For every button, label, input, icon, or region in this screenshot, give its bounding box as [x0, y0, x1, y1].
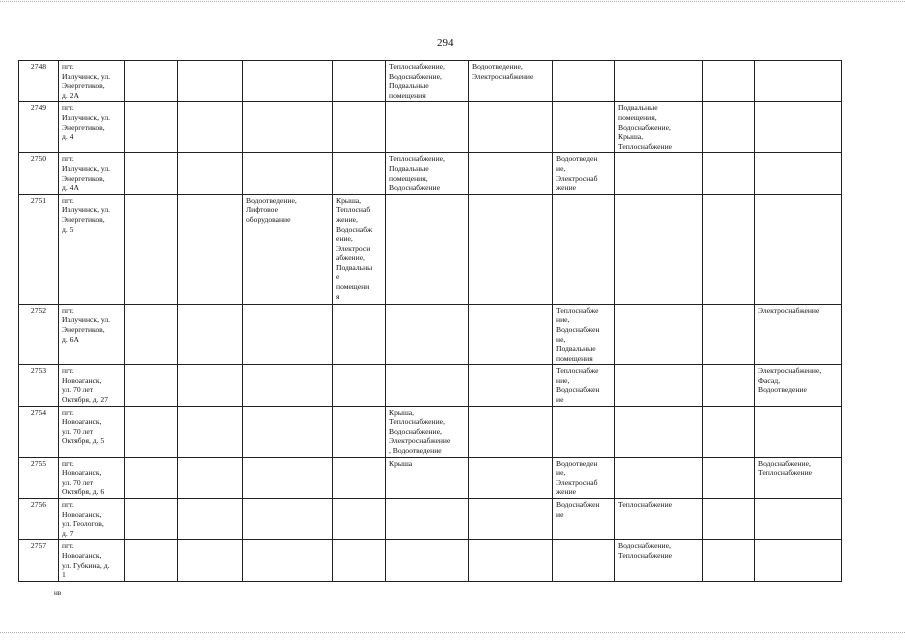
work-type-cell-7	[553, 540, 615, 581]
work-type-text: Крыша, Теплоснаб жение, Водоснабж ение, Электроси абжение, Подвальны е помещени я	[336, 195, 373, 301]
row-number: 2750	[30, 154, 47, 164]
address-text: пгт. Новоаганск, ул. Губкина, д. 1	[62, 541, 110, 580]
work-type-cell-10	[755, 457, 842, 498]
work-type-cell-1	[125, 153, 178, 194]
work-type-cell-2	[178, 194, 243, 304]
work-type-cell-6	[469, 406, 553, 457]
work-type-cell-9	[703, 499, 755, 540]
work-type-cell-5	[386, 153, 469, 194]
row-number-cell	[19, 61, 59, 102]
work-type-cell-7	[553, 153, 615, 194]
work-type-cell-8	[615, 540, 703, 581]
work-type-cell-10	[755, 406, 842, 457]
work-type-cell-5	[386, 406, 469, 457]
table-row	[19, 406, 842, 457]
row-number-cell	[19, 365, 59, 406]
work-type-cell-2	[178, 102, 243, 153]
row-number-cell	[19, 406, 59, 457]
work-type-cell-1	[125, 304, 178, 365]
work-type-cell-8	[615, 304, 703, 365]
work-type-cell-8	[615, 194, 703, 304]
work-type-text: Водоснабжение, Теплоснабжение	[618, 541, 673, 560]
work-type-cell-6	[469, 61, 553, 102]
work-type-cell-9	[703, 153, 755, 194]
row-number: 2754	[30, 407, 47, 417]
work-type-cell-5	[386, 499, 469, 540]
work-type-cell-6	[469, 457, 553, 498]
page-top-edge	[0, 1, 905, 2]
work-type-cell-3	[243, 457, 333, 498]
page-bottom-edge	[0, 632, 905, 633]
work-type-cell-6	[469, 540, 553, 581]
work-type-cell-4	[333, 499, 386, 540]
work-type-cell-1	[125, 540, 178, 581]
work-type-cell-3	[243, 304, 333, 365]
work-type-cell-3	[243, 499, 333, 540]
work-type-text: Крыша	[389, 458, 413, 468]
work-type-text: Теплоснабжение, Водоснабжение, Подвальные помещения	[389, 62, 445, 100]
work-type-cell-1	[125, 406, 178, 457]
row-number: 2749	[30, 103, 47, 113]
work-type-text: Теплоснабжение	[618, 500, 673, 509]
work-type-cell-5	[386, 457, 469, 498]
work-type-text: Теплоснабжение, Подвальные помещения, Водоснабжение	[389, 154, 445, 193]
work-type-cell-2	[178, 153, 243, 194]
work-type-cell-8	[615, 406, 703, 457]
work-type-cell-4	[333, 365, 386, 406]
work-type-cell-3	[243, 365, 333, 406]
work-type-cell-9	[703, 102, 755, 153]
work-type-cell-4	[333, 194, 386, 304]
work-type-cell-7	[553, 194, 615, 304]
work-type-cell-9	[703, 61, 755, 102]
address-cell	[59, 304, 125, 365]
work-type-text: Водоотведен ие, Электроснаб жение	[556, 154, 598, 193]
row-number: 2752	[30, 305, 47, 315]
work-type-text: Электроснабжение, Фасад, Водоотведение	[758, 366, 822, 395]
page-number: 294	[437, 37, 454, 49]
work-type-cell-10	[755, 499, 842, 540]
work-type-cell-4	[333, 406, 386, 457]
row-number-cell	[19, 457, 59, 498]
table-row	[19, 499, 842, 540]
address-cell	[59, 499, 125, 540]
work-type-cell-9	[703, 457, 755, 498]
row-number-cell	[19, 102, 59, 153]
work-type-cell-1	[125, 102, 178, 153]
work-type-cell-6	[469, 153, 553, 194]
work-type-cell-1	[125, 194, 178, 304]
work-type-cell-1	[125, 457, 178, 498]
work-type-cell-2	[178, 365, 243, 406]
address-text: пгт. Излучинск, ул. Энергетиков, д. 4А	[62, 154, 111, 193]
work-type-cell-9	[703, 540, 755, 581]
work-type-text: Водоотведение, Электроснабжение	[472, 62, 534, 81]
work-type-cell-4	[333, 540, 386, 581]
work-type-cell-4	[333, 153, 386, 194]
address-cell	[59, 365, 125, 406]
row-number: 2755	[30, 458, 47, 468]
work-type-cell-9	[703, 365, 755, 406]
work-type-cell-8	[615, 457, 703, 498]
work-type-cell-9	[703, 406, 755, 457]
work-type-cell-6	[469, 194, 553, 304]
work-type-cell-2	[178, 499, 243, 540]
work-type-cell-4	[333, 304, 386, 365]
table-row	[19, 540, 842, 581]
work-type-cell-1	[125, 499, 178, 540]
address-cell	[59, 406, 125, 457]
work-type-cell-5	[386, 194, 469, 304]
work-type-cell-10	[755, 194, 842, 304]
table-row	[19, 153, 842, 194]
address-text: пгт. Излучинск, ул. Энергетиков, д. 2А	[62, 62, 111, 100]
work-type-cell-4	[333, 102, 386, 153]
row-number: 2753	[30, 366, 47, 376]
work-type-cell-1	[125, 365, 178, 406]
work-type-text: Крыша, Теплоснабжение, Водоснабжение, Электроснабжение , Водоотведение	[389, 407, 451, 456]
work-type-cell-8	[615, 499, 703, 540]
address-text: пгт. Излучинск, ул. Энергетиков, д. 4	[62, 103, 111, 142]
table-row	[19, 194, 842, 304]
row-number-cell	[19, 153, 59, 194]
table-row	[19, 102, 842, 153]
address-cell	[59, 153, 125, 194]
work-type-text: Водоснабжение, Теплоснабжение	[758, 458, 813, 478]
row-number: 2751	[30, 195, 47, 205]
work-type-cell-6	[469, 304, 553, 365]
work-type-cell-5	[386, 540, 469, 581]
work-type-cell-4	[333, 61, 386, 102]
work-type-cell-7	[553, 61, 615, 102]
table-row	[19, 61, 842, 102]
work-type-cell-5	[386, 365, 469, 406]
work-type-text: Теплоснабже ние, Водоснабжен ие	[556, 366, 600, 405]
work-type-cell-7	[553, 365, 615, 406]
row-number-cell	[19, 540, 59, 581]
work-type-cell-10	[755, 365, 842, 406]
row-number: 2757	[30, 541, 47, 551]
work-type-cell-7	[553, 499, 615, 540]
address-text: пгт. Новоаганск, ул. 70 лет Октября, д. 6	[62, 458, 105, 497]
work-type-cell-9	[703, 304, 755, 365]
work-type-cell-2	[178, 406, 243, 457]
work-type-cell-7	[553, 304, 615, 365]
work-type-text: Водоотведение, Лифтовое оборудование	[246, 195, 297, 224]
address-cell	[59, 194, 125, 304]
address-cell	[59, 61, 125, 102]
address-cell	[59, 102, 125, 153]
work-type-cell-2	[178, 61, 243, 102]
address-text: пгт. Излучинск, ул. Энергетиков, д. 6А	[62, 305, 111, 344]
work-type-cell-4	[333, 457, 386, 498]
work-type-cell-8	[615, 365, 703, 406]
address-text: пгт. Новоаганск, ул. 70 лет Октября, д. 27	[62, 366, 108, 405]
work-type-cell-6	[469, 102, 553, 153]
work-type-cell-1	[125, 61, 178, 102]
table-row	[19, 457, 842, 498]
work-type-text: Теплоснабже ние, Водоснабжен ие, Подвальные помещения	[556, 305, 600, 363]
row-number-cell	[19, 194, 59, 304]
work-type-cell-10	[755, 540, 842, 581]
work-type-cell-9	[703, 194, 755, 304]
work-type-cell-8	[615, 61, 703, 102]
work-type-cell-5	[386, 102, 469, 153]
work-type-cell-6	[469, 499, 553, 540]
table-row	[19, 304, 842, 365]
work-type-cell-2	[178, 304, 243, 365]
row-number-cell	[19, 304, 59, 365]
work-type-cell-10	[755, 304, 842, 365]
work-type-cell-3	[243, 540, 333, 581]
address-text: пгт. Новоаганск, ул. 70 лет Октября, д. 5	[62, 407, 105, 446]
work-type-text: Подвальные помещения, Водоснабжение, Крыша, Теплоснабжение	[618, 103, 673, 151]
work-type-text: Водоснабжен ие	[556, 500, 600, 519]
address-cell	[59, 540, 125, 581]
work-type-text: Водоотведен ие, Электроснаб жение	[556, 458, 598, 497]
work-type-cell-2	[178, 540, 243, 581]
work-type-cell-5	[386, 304, 469, 365]
work-type-cell-7	[553, 457, 615, 498]
work-type-cell-10	[755, 61, 842, 102]
row-number-cell	[19, 499, 59, 540]
work-type-cell-8	[615, 153, 703, 194]
work-type-cell-3	[243, 406, 333, 457]
work-type-cell-5	[386, 61, 469, 102]
work-type-cell-3	[243, 61, 333, 102]
work-type-cell-3	[243, 153, 333, 194]
address-cell	[59, 457, 125, 498]
table-row	[19, 365, 842, 406]
work-type-cell-10	[755, 153, 842, 194]
footer-initials: нв	[54, 589, 62, 597]
address-text: пгт. Новоаганск, ул. Геологов, д. 7	[62, 500, 104, 538]
row-number: 2748	[30, 62, 47, 71]
repair-schedule-table	[18, 60, 842, 582]
table-body	[19, 61, 842, 582]
work-type-cell-6	[469, 365, 553, 406]
work-type-cell-10	[755, 102, 842, 153]
work-type-cell-8	[615, 102, 703, 153]
row-number: 2756	[30, 500, 47, 509]
work-type-text: Электроснабжение	[758, 305, 820, 315]
work-type-cell-7	[553, 102, 615, 153]
address-text: пгт. Излучинск, ул. Энергетиков, д. 5	[62, 195, 111, 234]
work-type-cell-7	[553, 406, 615, 457]
work-type-cell-3	[243, 194, 333, 304]
work-type-cell-2	[178, 457, 243, 498]
work-type-cell-3	[243, 102, 333, 153]
